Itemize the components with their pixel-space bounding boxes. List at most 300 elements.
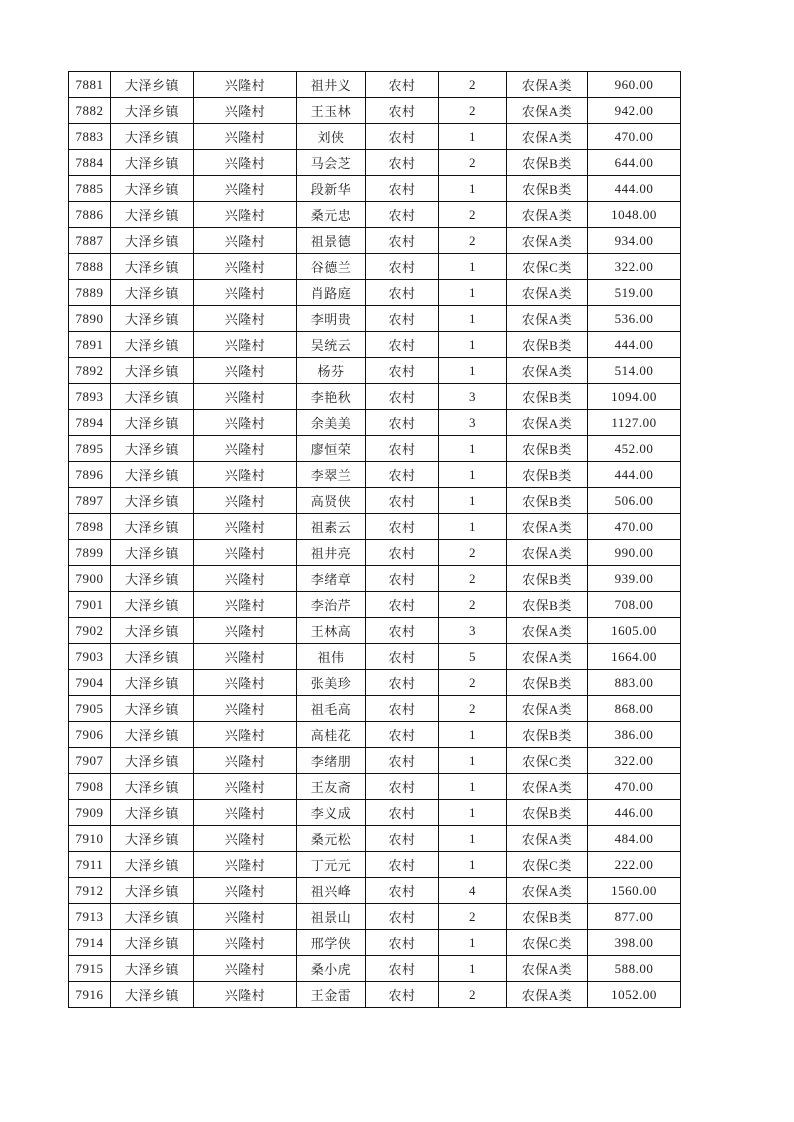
- person-count-cell: 1: [439, 774, 507, 800]
- amount-cell: 942.00: [588, 98, 681, 124]
- township-cell: 大泽乡镇: [111, 956, 194, 982]
- insurance-category-cell: 农保B类: [507, 800, 588, 826]
- person-count-cell: 5: [439, 644, 507, 670]
- household-type-cell: 农村: [366, 488, 439, 514]
- insurance-category-cell: 农保A类: [507, 618, 588, 644]
- amount-cell: 322.00: [588, 748, 681, 774]
- township-cell: 大泽乡镇: [111, 410, 194, 436]
- serial-number-cell: 7894: [69, 410, 111, 436]
- person-name-cell: 祖伟: [297, 644, 366, 670]
- table-row: [69, 644, 681, 670]
- person-name-cell: 李翠兰: [297, 462, 366, 488]
- township-cell: 大泽乡镇: [111, 72, 194, 98]
- amount-cell: 222.00: [588, 852, 681, 878]
- serial-number-cell: 7904: [69, 670, 111, 696]
- village-cell: 兴隆村: [194, 254, 297, 280]
- person-count-cell: 1: [439, 514, 507, 540]
- table-row: [69, 540, 681, 566]
- household-type-cell: 农村: [366, 384, 439, 410]
- person-count-cell: 2: [439, 696, 507, 722]
- person-count-cell: 1: [439, 436, 507, 462]
- person-name-cell: 李绪朋: [297, 748, 366, 774]
- person-name-cell: 杨芬: [297, 358, 366, 384]
- township-cell: 大泽乡镇: [111, 670, 194, 696]
- person-name-cell: 李义成: [297, 800, 366, 826]
- insurance-category-cell: 农保A类: [507, 72, 588, 98]
- insurance-category-cell: 农保C类: [507, 748, 588, 774]
- township-cell: 大泽乡镇: [111, 306, 194, 332]
- amount-cell: 519.00: [588, 280, 681, 306]
- person-count-cell: 2: [439, 566, 507, 592]
- person-name-cell: 王友斋: [297, 774, 366, 800]
- serial-number-cell: 7895: [69, 436, 111, 462]
- table-row: [69, 436, 681, 462]
- serial-number-cell: 7901: [69, 592, 111, 618]
- amount-cell: 708.00: [588, 592, 681, 618]
- serial-number-cell: 7899: [69, 540, 111, 566]
- serial-number-cell: 7886: [69, 202, 111, 228]
- insurance-category-cell: 农保A类: [507, 956, 588, 982]
- person-name-cell: 桑小虎: [297, 956, 366, 982]
- serial-number-cell: 7889: [69, 280, 111, 306]
- person-name-cell: 李治芹: [297, 592, 366, 618]
- serial-number-cell: 7912: [69, 878, 111, 904]
- village-cell: 兴隆村: [194, 514, 297, 540]
- village-cell: 兴隆村: [194, 384, 297, 410]
- table-row: [69, 696, 681, 722]
- serial-number-cell: 7893: [69, 384, 111, 410]
- serial-number-cell: 7882: [69, 98, 111, 124]
- table-row: [69, 280, 681, 306]
- person-name-cell: 祖毛高: [297, 696, 366, 722]
- amount-cell: 1052.00: [588, 982, 681, 1008]
- household-type-cell: 农村: [366, 124, 439, 150]
- table-row: [69, 878, 681, 904]
- household-type-cell: 农村: [366, 618, 439, 644]
- serial-number-cell: 7881: [69, 72, 111, 98]
- township-cell: 大泽乡镇: [111, 774, 194, 800]
- insurance-category-cell: 农保B类: [507, 670, 588, 696]
- person-count-cell: 1: [439, 332, 507, 358]
- person-count-cell: 4: [439, 878, 507, 904]
- amount-cell: 1605.00: [588, 618, 681, 644]
- amount-cell: 514.00: [588, 358, 681, 384]
- household-type-cell: 农村: [366, 670, 439, 696]
- person-count-cell: 2: [439, 904, 507, 930]
- household-type-cell: 农村: [366, 644, 439, 670]
- insurance-category-cell: 农保B类: [507, 488, 588, 514]
- village-cell: 兴隆村: [194, 98, 297, 124]
- person-name-cell: 王林高: [297, 618, 366, 644]
- amount-cell: 1560.00: [588, 878, 681, 904]
- township-cell: 大泽乡镇: [111, 696, 194, 722]
- insurance-category-cell: 农保B类: [507, 332, 588, 358]
- table-row: [69, 332, 681, 358]
- household-type-cell: 农村: [366, 72, 439, 98]
- household-type-cell: 农村: [366, 462, 439, 488]
- household-type-cell: 农村: [366, 98, 439, 124]
- table-row: [69, 228, 681, 254]
- person-count-cell: 1: [439, 358, 507, 384]
- serial-number-cell: 7885: [69, 176, 111, 202]
- township-cell: 大泽乡镇: [111, 904, 194, 930]
- village-cell: 兴隆村: [194, 228, 297, 254]
- village-cell: 兴隆村: [194, 878, 297, 904]
- person-count-cell: 1: [439, 306, 507, 332]
- insurance-category-cell: 农保C类: [507, 254, 588, 280]
- village-cell: 兴隆村: [194, 618, 297, 644]
- insurance-category-cell: 农保B类: [507, 722, 588, 748]
- table-row: [69, 774, 681, 800]
- village-cell: 兴隆村: [194, 800, 297, 826]
- township-cell: 大泽乡镇: [111, 826, 194, 852]
- insurance-category-cell: 农保A类: [507, 306, 588, 332]
- insurance-category-cell: 农保C类: [507, 930, 588, 956]
- insurance-category-cell: 农保A类: [507, 540, 588, 566]
- village-cell: 兴隆村: [194, 592, 297, 618]
- village-cell: 兴隆村: [194, 306, 297, 332]
- amount-cell: 470.00: [588, 514, 681, 540]
- household-type-cell: 农村: [366, 592, 439, 618]
- household-type-cell: 农村: [366, 202, 439, 228]
- person-name-cell: 丁元元: [297, 852, 366, 878]
- amount-cell: 644.00: [588, 150, 681, 176]
- household-type-cell: 农村: [366, 332, 439, 358]
- person-count-cell: 2: [439, 150, 507, 176]
- serial-number-cell: 7902: [69, 618, 111, 644]
- insurance-category-cell: 农保C类: [507, 852, 588, 878]
- village-cell: 兴隆村: [194, 904, 297, 930]
- amount-cell: 452.00: [588, 436, 681, 462]
- person-count-cell: 1: [439, 956, 507, 982]
- table-row: [69, 670, 681, 696]
- person-name-cell: 祖素云: [297, 514, 366, 540]
- amount-cell: 470.00: [588, 124, 681, 150]
- table-row: [69, 826, 681, 852]
- person-name-cell: 段新华: [297, 176, 366, 202]
- amount-cell: 470.00: [588, 774, 681, 800]
- insurance-category-cell: 农保A类: [507, 124, 588, 150]
- serial-number-cell: 7900: [69, 566, 111, 592]
- insurance-category-cell: 农保B类: [507, 436, 588, 462]
- household-type-cell: 农村: [366, 696, 439, 722]
- township-cell: 大泽乡镇: [111, 332, 194, 358]
- serial-number-cell: 7887: [69, 228, 111, 254]
- household-type-cell: 农村: [366, 280, 439, 306]
- village-cell: 兴隆村: [194, 280, 297, 306]
- serial-number-cell: 7891: [69, 332, 111, 358]
- township-cell: 大泽乡镇: [111, 150, 194, 176]
- amount-cell: 322.00: [588, 254, 681, 280]
- township-cell: 大泽乡镇: [111, 176, 194, 202]
- insurance-category-cell: 农保B类: [507, 904, 588, 930]
- amount-cell: 398.00: [588, 930, 681, 956]
- person-count-cell: 1: [439, 826, 507, 852]
- person-name-cell: 桑元松: [297, 826, 366, 852]
- township-cell: 大泽乡镇: [111, 358, 194, 384]
- amount-cell: 877.00: [588, 904, 681, 930]
- person-name-cell: 王金雷: [297, 982, 366, 1008]
- insurance-category-cell: 农保A类: [507, 644, 588, 670]
- person-count-cell: 1: [439, 124, 507, 150]
- village-cell: 兴隆村: [194, 748, 297, 774]
- table-row: [69, 592, 681, 618]
- household-type-cell: 农村: [366, 358, 439, 384]
- amount-cell: 536.00: [588, 306, 681, 332]
- insurance-category-cell: 农保A类: [507, 774, 588, 800]
- village-cell: 兴隆村: [194, 982, 297, 1008]
- person-name-cell: 邢学侠: [297, 930, 366, 956]
- serial-number-cell: 7897: [69, 488, 111, 514]
- table-row: [69, 306, 681, 332]
- person-count-cell: 1: [439, 254, 507, 280]
- amount-cell: 386.00: [588, 722, 681, 748]
- household-type-cell: 农村: [366, 878, 439, 904]
- township-cell: 大泽乡镇: [111, 98, 194, 124]
- household-type-cell: 农村: [366, 930, 439, 956]
- insurance-category-cell: 农保B类: [507, 384, 588, 410]
- person-count-cell: 1: [439, 462, 507, 488]
- person-count-cell: 2: [439, 670, 507, 696]
- household-type-cell: 农村: [366, 774, 439, 800]
- table-row: [69, 410, 681, 436]
- insurance-category-cell: 农保B类: [507, 462, 588, 488]
- table-row: [69, 930, 681, 956]
- table-row: [69, 982, 681, 1008]
- serial-number-cell: 7907: [69, 748, 111, 774]
- serial-number-cell: 7896: [69, 462, 111, 488]
- amount-cell: 939.00: [588, 566, 681, 592]
- township-cell: 大泽乡镇: [111, 566, 194, 592]
- township-cell: 大泽乡镇: [111, 436, 194, 462]
- village-cell: 兴隆村: [194, 930, 297, 956]
- village-cell: 兴隆村: [194, 462, 297, 488]
- table-row: [69, 956, 681, 982]
- amount-cell: 934.00: [588, 228, 681, 254]
- person-name-cell: 祖井义: [297, 72, 366, 98]
- amount-cell: 444.00: [588, 332, 681, 358]
- amount-cell: 1048.00: [588, 202, 681, 228]
- household-type-cell: 农村: [366, 306, 439, 332]
- insurance-category-cell: 农保A类: [507, 202, 588, 228]
- person-name-cell: 祖景山: [297, 904, 366, 930]
- village-cell: 兴隆村: [194, 826, 297, 852]
- person-name-cell: 肖路庭: [297, 280, 366, 306]
- village-cell: 兴隆村: [194, 852, 297, 878]
- table-row: [69, 618, 681, 644]
- person-name-cell: 刘侠: [297, 124, 366, 150]
- table-row: [69, 748, 681, 774]
- person-count-cell: 2: [439, 98, 507, 124]
- village-cell: 兴隆村: [194, 956, 297, 982]
- person-name-cell: 祖井亮: [297, 540, 366, 566]
- township-cell: 大泽乡镇: [111, 930, 194, 956]
- person-count-cell: 1: [439, 488, 507, 514]
- village-cell: 兴隆村: [194, 696, 297, 722]
- person-name-cell: 李明贵: [297, 306, 366, 332]
- township-cell: 大泽乡镇: [111, 462, 194, 488]
- person-count-cell: 3: [439, 410, 507, 436]
- serial-number-cell: 7911: [69, 852, 111, 878]
- insurance-category-cell: 农保B类: [507, 150, 588, 176]
- amount-cell: 506.00: [588, 488, 681, 514]
- serial-number-cell: 7884: [69, 150, 111, 176]
- amount-cell: 484.00: [588, 826, 681, 852]
- person-name-cell: 王玉林: [297, 98, 366, 124]
- household-type-cell: 农村: [366, 982, 439, 1008]
- record-table: [68, 71, 681, 1008]
- household-type-cell: 农村: [366, 904, 439, 930]
- serial-number-cell: 7892: [69, 358, 111, 384]
- amount-cell: 444.00: [588, 176, 681, 202]
- amount-cell: 1664.00: [588, 644, 681, 670]
- person-count-cell: 3: [439, 384, 507, 410]
- amount-cell: 588.00: [588, 956, 681, 982]
- serial-number-cell: 7910: [69, 826, 111, 852]
- table-row: [69, 176, 681, 202]
- table-row: [69, 202, 681, 228]
- village-cell: 兴隆村: [194, 670, 297, 696]
- insurance-category-cell: 农保B类: [507, 176, 588, 202]
- amount-cell: 868.00: [588, 696, 681, 722]
- person-name-cell: 余美美: [297, 410, 366, 436]
- serial-number-cell: 7903: [69, 644, 111, 670]
- person-count-cell: 2: [439, 592, 507, 618]
- village-cell: 兴隆村: [194, 644, 297, 670]
- person-count-cell: 3: [439, 618, 507, 644]
- amount-cell: 990.00: [588, 540, 681, 566]
- person-count-cell: 1: [439, 800, 507, 826]
- insurance-category-cell: 农保B类: [507, 592, 588, 618]
- table-row: [69, 852, 681, 878]
- serial-number-cell: 7909: [69, 800, 111, 826]
- household-type-cell: 农村: [366, 748, 439, 774]
- person-name-cell: 桑元忠: [297, 202, 366, 228]
- township-cell: 大泽乡镇: [111, 852, 194, 878]
- person-count-cell: 2: [439, 982, 507, 1008]
- village-cell: 兴隆村: [194, 72, 297, 98]
- table-body: [69, 72, 681, 1008]
- household-type-cell: 农村: [366, 150, 439, 176]
- township-cell: 大泽乡镇: [111, 384, 194, 410]
- village-cell: 兴隆村: [194, 436, 297, 462]
- township-cell: 大泽乡镇: [111, 800, 194, 826]
- insurance-category-cell: 农保A类: [507, 358, 588, 384]
- household-type-cell: 农村: [366, 956, 439, 982]
- serial-number-cell: 7915: [69, 956, 111, 982]
- insurance-category-cell: 农保A类: [507, 410, 588, 436]
- person-count-cell: 2: [439, 540, 507, 566]
- person-count-cell: 2: [439, 72, 507, 98]
- insurance-category-cell: 农保A类: [507, 228, 588, 254]
- person-name-cell: 高桂花: [297, 722, 366, 748]
- township-cell: 大泽乡镇: [111, 982, 194, 1008]
- table-row: [69, 514, 681, 540]
- person-name-cell: 祖兴峰: [297, 878, 366, 904]
- person-count-cell: 1: [439, 930, 507, 956]
- township-cell: 大泽乡镇: [111, 514, 194, 540]
- table-row: [69, 488, 681, 514]
- table-row: [69, 566, 681, 592]
- table-row: [69, 904, 681, 930]
- person-name-cell: 谷德兰: [297, 254, 366, 280]
- township-cell: 大泽乡镇: [111, 124, 194, 150]
- village-cell: 兴隆村: [194, 540, 297, 566]
- township-cell: 大泽乡镇: [111, 878, 194, 904]
- amount-cell: 1127.00: [588, 410, 681, 436]
- amount-cell: 446.00: [588, 800, 681, 826]
- serial-number-cell: 7916: [69, 982, 111, 1008]
- township-cell: 大泽乡镇: [111, 618, 194, 644]
- table-row: [69, 124, 681, 150]
- township-cell: 大泽乡镇: [111, 748, 194, 774]
- table-row: [69, 98, 681, 124]
- serial-number-cell: 7883: [69, 124, 111, 150]
- household-type-cell: 农村: [366, 176, 439, 202]
- person-name-cell: 祖景德: [297, 228, 366, 254]
- household-type-cell: 农村: [366, 852, 439, 878]
- insurance-category-cell: 农保A类: [507, 696, 588, 722]
- table-row: [69, 358, 681, 384]
- person-name-cell: 高贤侠: [297, 488, 366, 514]
- township-cell: 大泽乡镇: [111, 202, 194, 228]
- person-name-cell: 张美珍: [297, 670, 366, 696]
- village-cell: 兴隆村: [194, 410, 297, 436]
- township-cell: 大泽乡镇: [111, 540, 194, 566]
- insurance-category-cell: 农保A类: [507, 98, 588, 124]
- township-cell: 大泽乡镇: [111, 228, 194, 254]
- insurance-category-cell: 农保A类: [507, 982, 588, 1008]
- township-cell: 大泽乡镇: [111, 254, 194, 280]
- table-row: [69, 800, 681, 826]
- village-cell: 兴隆村: [194, 332, 297, 358]
- person-count-cell: 2: [439, 228, 507, 254]
- person-name-cell: 李艳秋: [297, 384, 366, 410]
- village-cell: 兴隆村: [194, 124, 297, 150]
- household-type-cell: 农村: [366, 514, 439, 540]
- township-cell: 大泽乡镇: [111, 722, 194, 748]
- household-type-cell: 农村: [366, 800, 439, 826]
- amount-cell: 1094.00: [588, 384, 681, 410]
- amount-cell: 960.00: [588, 72, 681, 98]
- serial-number-cell: 7890: [69, 306, 111, 332]
- insurance-category-cell: 农保B类: [507, 566, 588, 592]
- person-count-cell: 1: [439, 722, 507, 748]
- table-row: [69, 254, 681, 280]
- insurance-category-cell: 农保A类: [507, 514, 588, 540]
- table-row: [69, 462, 681, 488]
- person-count-cell: 1: [439, 748, 507, 774]
- household-type-cell: 农村: [366, 826, 439, 852]
- serial-number-cell: 7898: [69, 514, 111, 540]
- table-row: [69, 384, 681, 410]
- insurance-category-cell: 农保A类: [507, 826, 588, 852]
- township-cell: 大泽乡镇: [111, 280, 194, 306]
- serial-number-cell: 7905: [69, 696, 111, 722]
- village-cell: 兴隆村: [194, 488, 297, 514]
- serial-number-cell: 7914: [69, 930, 111, 956]
- table-row: [69, 722, 681, 748]
- person-name-cell: 吴统云: [297, 332, 366, 358]
- person-count-cell: 1: [439, 852, 507, 878]
- amount-cell: 883.00: [588, 670, 681, 696]
- serial-number-cell: 7888: [69, 254, 111, 280]
- household-type-cell: 农村: [366, 228, 439, 254]
- village-cell: 兴隆村: [194, 358, 297, 384]
- person-count-cell: 2: [439, 202, 507, 228]
- table-row: [69, 72, 681, 98]
- village-cell: 兴隆村: [194, 566, 297, 592]
